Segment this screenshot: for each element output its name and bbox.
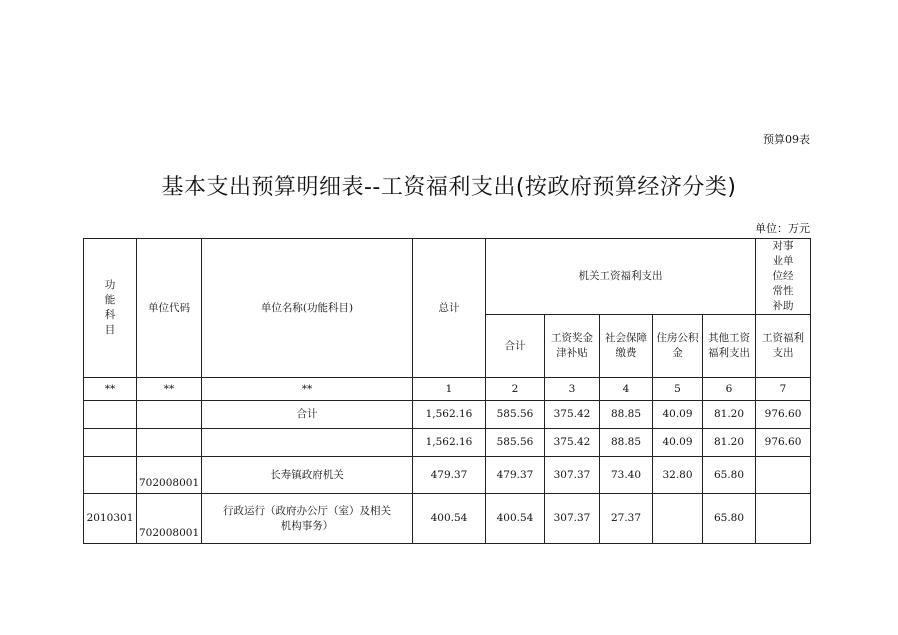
- col-header-social: 社会保障缴费: [600, 315, 653, 378]
- cell-name: [202, 429, 413, 457]
- cell-total: 479.37: [413, 457, 486, 494]
- cell-social: 27.37: [600, 494, 653, 544]
- cell-other: 65.80: [703, 457, 756, 494]
- table-row: [84, 429, 811, 457]
- col-header-housing: 住房公积金: [653, 315, 703, 378]
- index-cell: 5: [653, 378, 703, 401]
- col-header-subsidy-wage: 工资福利支出: [756, 315, 811, 378]
- cell-code: 702008001: [137, 494, 202, 544]
- cell-total: 1,562.16: [413, 401, 486, 429]
- cell-wage: 307.37: [545, 494, 600, 544]
- index-cell: **: [202, 378, 413, 401]
- cell-sub-total: 585.56: [486, 429, 545, 457]
- header-row: [84, 239, 811, 315]
- cell-social: 88.85: [600, 401, 653, 429]
- cell-name: 合计: [202, 401, 413, 429]
- cell-housing: 32.80: [653, 457, 703, 494]
- index-cell: 3: [545, 378, 600, 401]
- cell-func: [84, 457, 137, 494]
- budget-table: [83, 238, 811, 544]
- col-header-group-org: 机关工资福利支出: [486, 239, 756, 315]
- cell-social: 73.40: [600, 457, 653, 494]
- col-header-sub-total: 合计: [486, 315, 545, 378]
- cell-housing: [653, 494, 703, 544]
- cell-other: 81.20: [703, 401, 756, 429]
- index-cell: 4: [600, 378, 653, 401]
- cell-wage: 375.42: [545, 401, 600, 429]
- cell-other: 65.80: [703, 494, 756, 544]
- cell-other: 81.20: [703, 429, 756, 457]
- cell-sub-total: 585.56: [486, 401, 545, 429]
- cell-code: [137, 429, 202, 457]
- table-row: [84, 401, 811, 429]
- cell-subsidy-wage: 976.60: [756, 401, 811, 429]
- index-cell: **: [137, 378, 202, 401]
- table-number: 预算09表: [763, 133, 810, 146]
- table-row: [84, 457, 811, 494]
- page-title: 基本支出预算明细表--工资福利支出(按政府预算经济分类): [161, 175, 737, 200]
- col-header-group-subsidy: 对事业单位经常性补助: [756, 239, 811, 315]
- col-header-wage: 工资奖金津补贴: [545, 315, 600, 378]
- col-header-code: 单位代码: [137, 239, 202, 378]
- col-header-func: 功能科目: [84, 239, 137, 378]
- col-header-other: 其他工资福利支出: [703, 315, 756, 378]
- cell-subsidy-wage: [756, 494, 811, 544]
- index-cell: 6: [703, 378, 756, 401]
- index-row: [84, 378, 811, 401]
- table-row: [84, 494, 811, 544]
- cell-func: [84, 429, 137, 457]
- cell-sub-total: 400.54: [486, 494, 545, 544]
- cell-housing: 40.09: [653, 401, 703, 429]
- index-cell: 1: [413, 378, 486, 401]
- index-cell: 2: [486, 378, 545, 401]
- col-header-total: 总计: [413, 239, 486, 378]
- cell-func: [84, 401, 137, 429]
- cell-name: 长寿镇政府机关: [202, 457, 413, 494]
- cell-sub-total: 479.37: [486, 457, 545, 494]
- cell-wage: 375.42: [545, 429, 600, 457]
- cell-subsidy-wage: 976.60: [756, 429, 811, 457]
- col-header-name: 单位名称(功能科目): [202, 239, 413, 378]
- cell-func: 2010301: [84, 494, 137, 544]
- cell-name: 行政运行（政府办公厅（室）及相关机构事务）: [202, 494, 413, 544]
- index-cell: 7: [756, 378, 811, 401]
- unit-label: 单位：万元: [755, 222, 810, 235]
- index-cell: **: [84, 378, 137, 401]
- cell-total: 1,562.16: [413, 429, 486, 457]
- cell-wage: 307.37: [545, 457, 600, 494]
- cell-total: 400.54: [413, 494, 486, 544]
- cell-housing: 40.09: [653, 429, 703, 457]
- cell-social: 88.85: [600, 429, 653, 457]
- cell-subsidy-wage: [756, 457, 811, 494]
- cell-code: [137, 401, 202, 429]
- cell-code: 702008001: [137, 457, 202, 494]
